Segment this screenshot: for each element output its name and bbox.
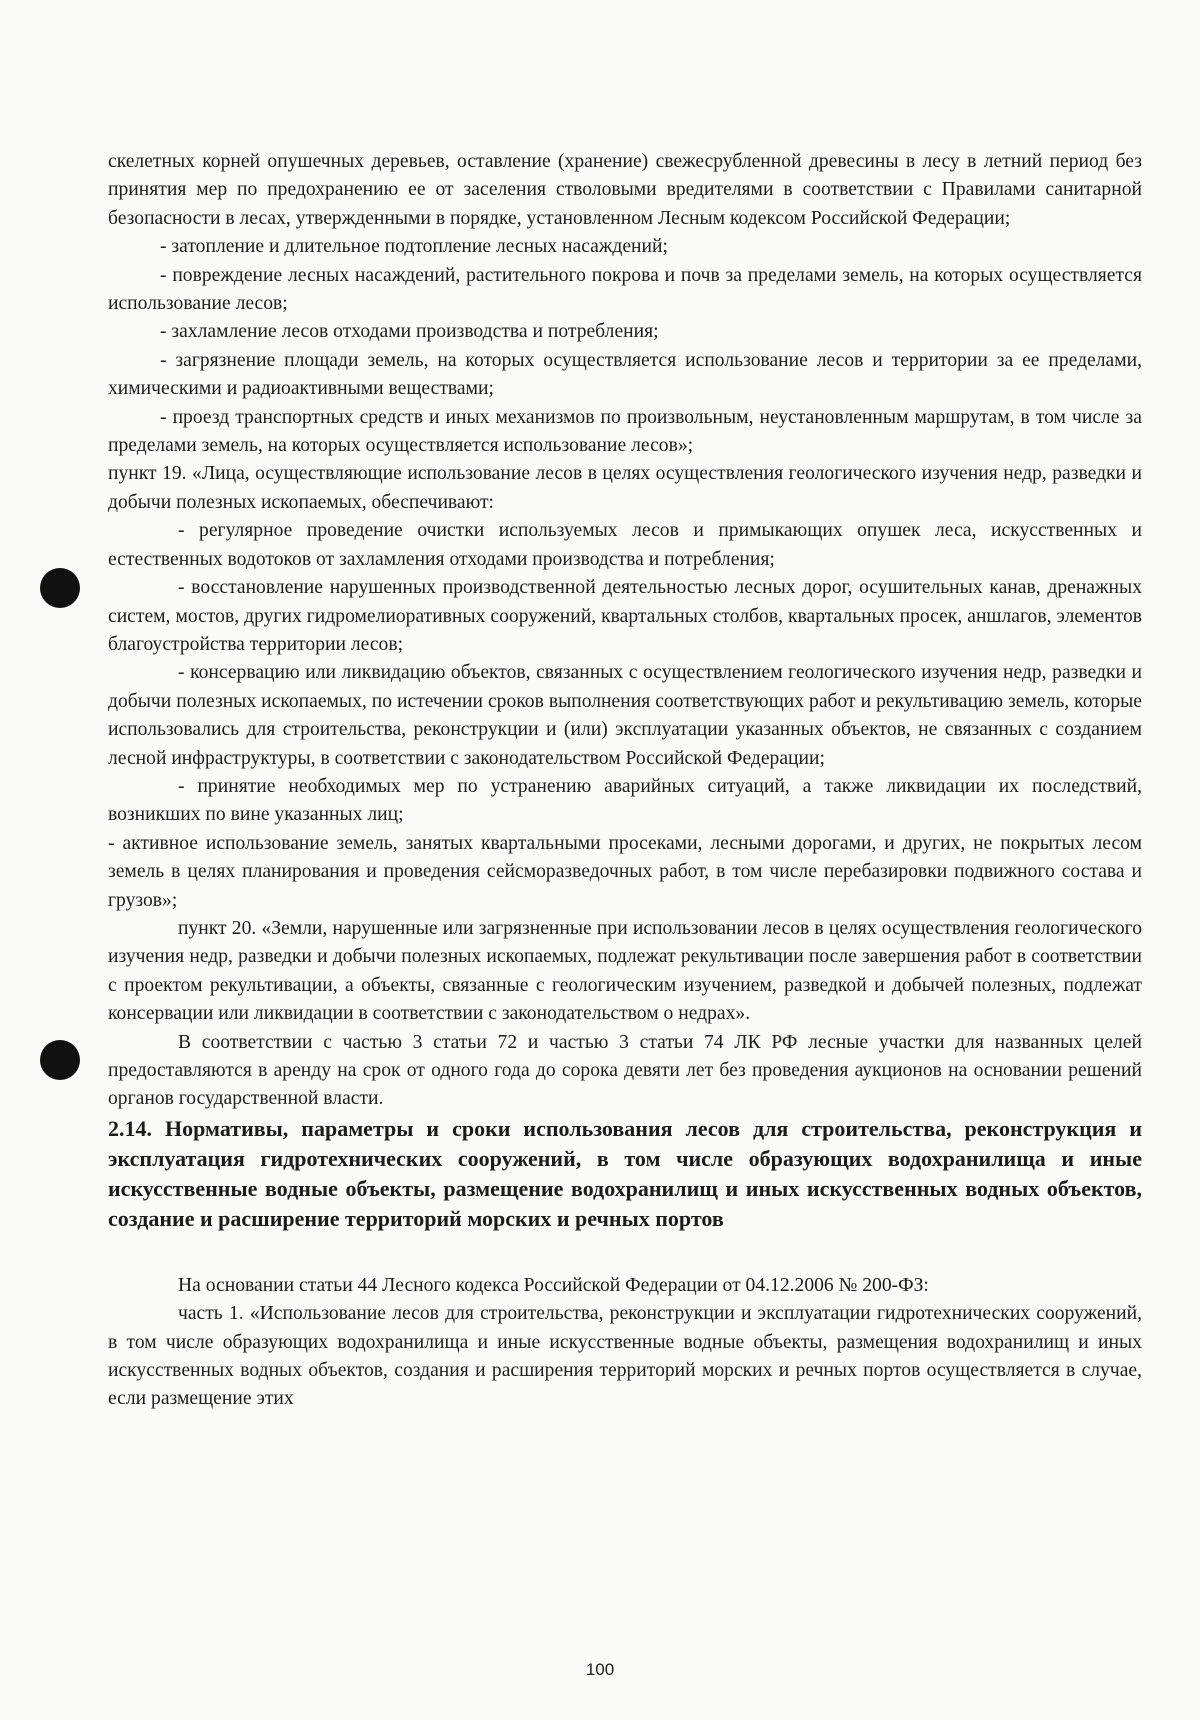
- page-number: 100: [585, 1660, 615, 1679]
- paragraph: - загрязнение площади земель, на которых осуществляется использование лесов и территории за ее пределами, химическими и радиоактивными веществами;: [108, 349, 1142, 400]
- paragraph: - регулярное проведение очистки используемых лесов и примыкающих опушек леса, искусственных и естественных водотоков от захламления отходами производства и потребления;: [108, 520, 1142, 570]
- paragraph: пункт 20. «Земли, нарушенные или загрязненные при использовании лесов в целях осуществления геологического изучения недр, разведки и добычи полезных ископаемых, подлежат рекультивации после завершения работ в соответствии с проектом рекультивации, а объекты, связанные с геологическим изучением, разведкой и добычей полезных, подлежат консервации или ликвидации в соответствии с законодательством о недрах».: [108, 917, 1142, 1025]
- paragraph: - проезд транспортных средств и иных механизмов по произвольным, неустановленным маршрутам, в том числе за пределами земель, на которых осуществляется использование лесов»;: [108, 406, 1142, 457]
- section-heading: 2.14. Нормативы, параметры и сроки использования лесов для строительства, реконструкция и эксплуатация гидротехнических сооружений, в том числе образующих водохранилища и иные искусственные водные объекты, размещение водохранилищ и иных искусственных водных объектов, создание и расширение территорий морских и речных портов: [108, 1115, 1142, 1231]
- paragraph: пункт 19. «Лица, осуществляющие использование лесов в целях осуществления геологического изучения недр, разведки и добычи полезных ископаемых, обеспечивают:: [108, 463, 1142, 513]
- document-body: [108, 148, 1142, 1414]
- paragraph: В соответствии с частью 3 статьи 72 и частью 3 статьи 74 ЛК РФ лесные участки для названных целей предоставляются в аренду на срок от одного года до сорока девяти лет без проведения аукционов на основании решений органов государственной власти.: [108, 1031, 1142, 1110]
- punch-hole: [40, 568, 80, 608]
- paragraph: скелетных корней опушечных деревьев, оставление (хранение) свежесрубленной древесины в лесу в летний период без принятия мер по предохранению ее от заселения стволовыми вредителями в соответствии с Правилами санитарной безопасности в лесах, утвержденными в порядке, установленном Лесным кодексом Российской Федерации;: [108, 151, 1142, 229]
- paragraph: - активное использование земель, занятых квартальными просеками, лесными дорогами, и других, не покрытых лесом земель в целях планирования и проведения сейсморазведочных работ, в том числе перебазировки подвижного состава и грузов»;: [108, 832, 1142, 911]
- paragraph: - принятие необходимых мер по устранению аварийных ситуаций, а также ликвидации их последствий, возникших по вине указанных лиц;: [108, 775, 1142, 826]
- paragraph: - захламление лесов отходами производства и потребления;: [160, 321, 659, 343]
- paragraph: часть 1. «Использование лесов для строительства, реконструкции и эксплуатации гидротехнических сооружений, в том числе образующих водохранилища и иные искусственные водные объекты, размещения водохранилищ и иных искусственных водных объектов, создания и расширения территорий морских и речных портов осуществляется в случае, если размещение этих: [108, 1303, 1142, 1410]
- paragraph: На основании статьи 44 Лесного кодекса Российской Федерации от 04.12.2006 № 200-ФЗ:: [178, 1274, 929, 1296]
- paragraph: - затопление и длительное подтопление лесных насаждений;: [160, 236, 668, 258]
- punch-hole: [40, 1040, 80, 1080]
- paragraph: - консервацию или ликвидацию объектов, связанных с осуществлением геологического изучения недр, разведки и добычи полезных ископаемых, по истечении сроков выполнения соответствующих работ и рекультивацию земель, которые использовались для строительства, реконструкции и (или) эксплуатации указанных объектов, не связанных с созданием лесной инфраструктуры, в соответствии с законодательством Российской Федерации;: [108, 662, 1142, 769]
- paragraph: - восстановление нарушенных производственной деятельностью лесных дорог, осушительных канав, дренажных систем, мостов, других гидромелиоративных сооружений, квартальных столбов, квартальных просек, аншлагов, элементов благоустройства территории лесов;: [108, 577, 1142, 655]
- paragraph: - повреждение лесных насаждений, растительного покрова и почв за пределами земель, на которых осуществляется использование лесов;: [108, 264, 1142, 315]
